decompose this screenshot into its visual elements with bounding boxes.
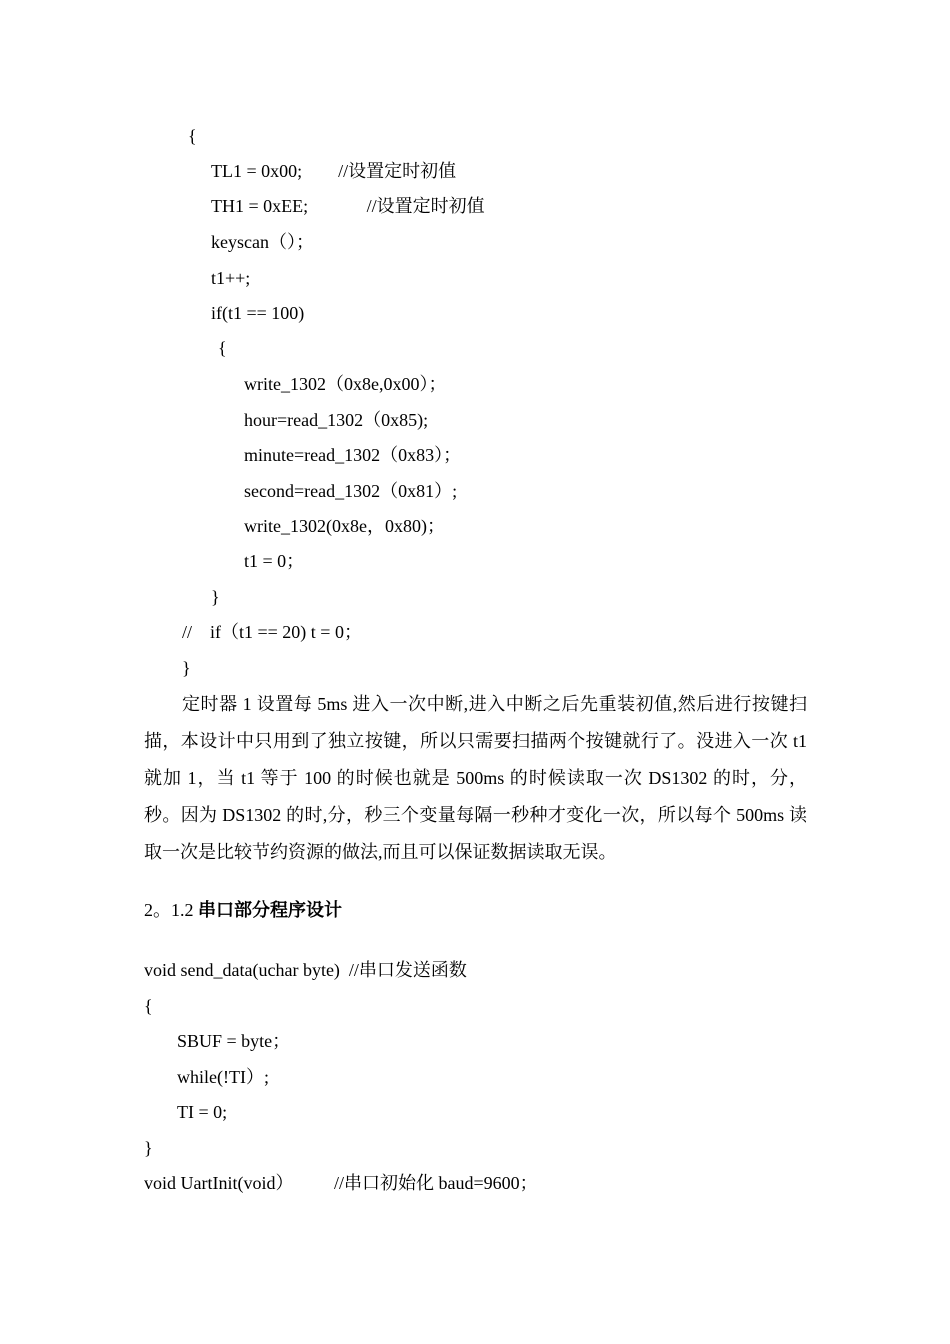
code-line: {	[218, 338, 227, 358]
section-heading	[144, 899, 342, 921]
code-line: void UartInit(void） //串口初始化 baud=9600；	[144, 1173, 538, 1193]
code-line: // if（t1 == 20) t = 0；	[182, 622, 362, 642]
code-line: {	[188, 126, 197, 146]
code-line: TI = 0;	[177, 1102, 228, 1122]
section-title: 串口部分程序设计	[198, 900, 342, 920]
code-line: write_1302(0x8e，0x80)；	[244, 516, 445, 536]
code-line: }	[144, 1138, 153, 1158]
code-line: TH1 = 0xEE; //设置定时初值	[211, 196, 485, 216]
code-line: keyscan（）；	[211, 232, 314, 252]
section-number: 2。1.2	[144, 900, 198, 920]
code-line: second=read_1302（0x81）;	[244, 481, 458, 501]
code-line: if(t1 == 100)	[211, 303, 305, 323]
code-line: }	[211, 587, 220, 607]
code-line: {	[144, 996, 153, 1016]
code-line: minute=read_1302（0x83）；	[244, 445, 462, 465]
code-line: write_1302（0x8e,0x00）；	[244, 374, 447, 394]
code-line: }	[182, 658, 191, 678]
code-line: t1 = 0；	[244, 551, 305, 571]
code-line: void send_data(uchar byte) //串口发送函数	[144, 960, 467, 980]
code-line: t1++;	[211, 268, 251, 288]
code-line: hour=read_1302（0x85);	[244, 410, 429, 430]
code-line: SBUF = byte；	[177, 1031, 291, 1051]
code-line: TL1 = 0x00; //设置定时初值	[211, 161, 457, 181]
code-line: while(!TI）;	[177, 1067, 269, 1087]
body-paragraph: 定时器 1 设置每 5ms 进入一次中断,进入中断之后先重装初值,然后进行按键扫描，本设计中只用到了独立按键，所以只需要扫描两个按键就行了。没进入一次 t1 就加 1，当 t1 等于 100 的时候也就是 500ms 的时候读取一次 DS1302 的时，分，秒。因为 DS1302 的时,分，秒三个变量每隔一秒种才变化一次，所以每个 500ms 读取一次是比较节约资源的做法,而且可以保证数据读取无误。	[144, 694, 807, 862]
